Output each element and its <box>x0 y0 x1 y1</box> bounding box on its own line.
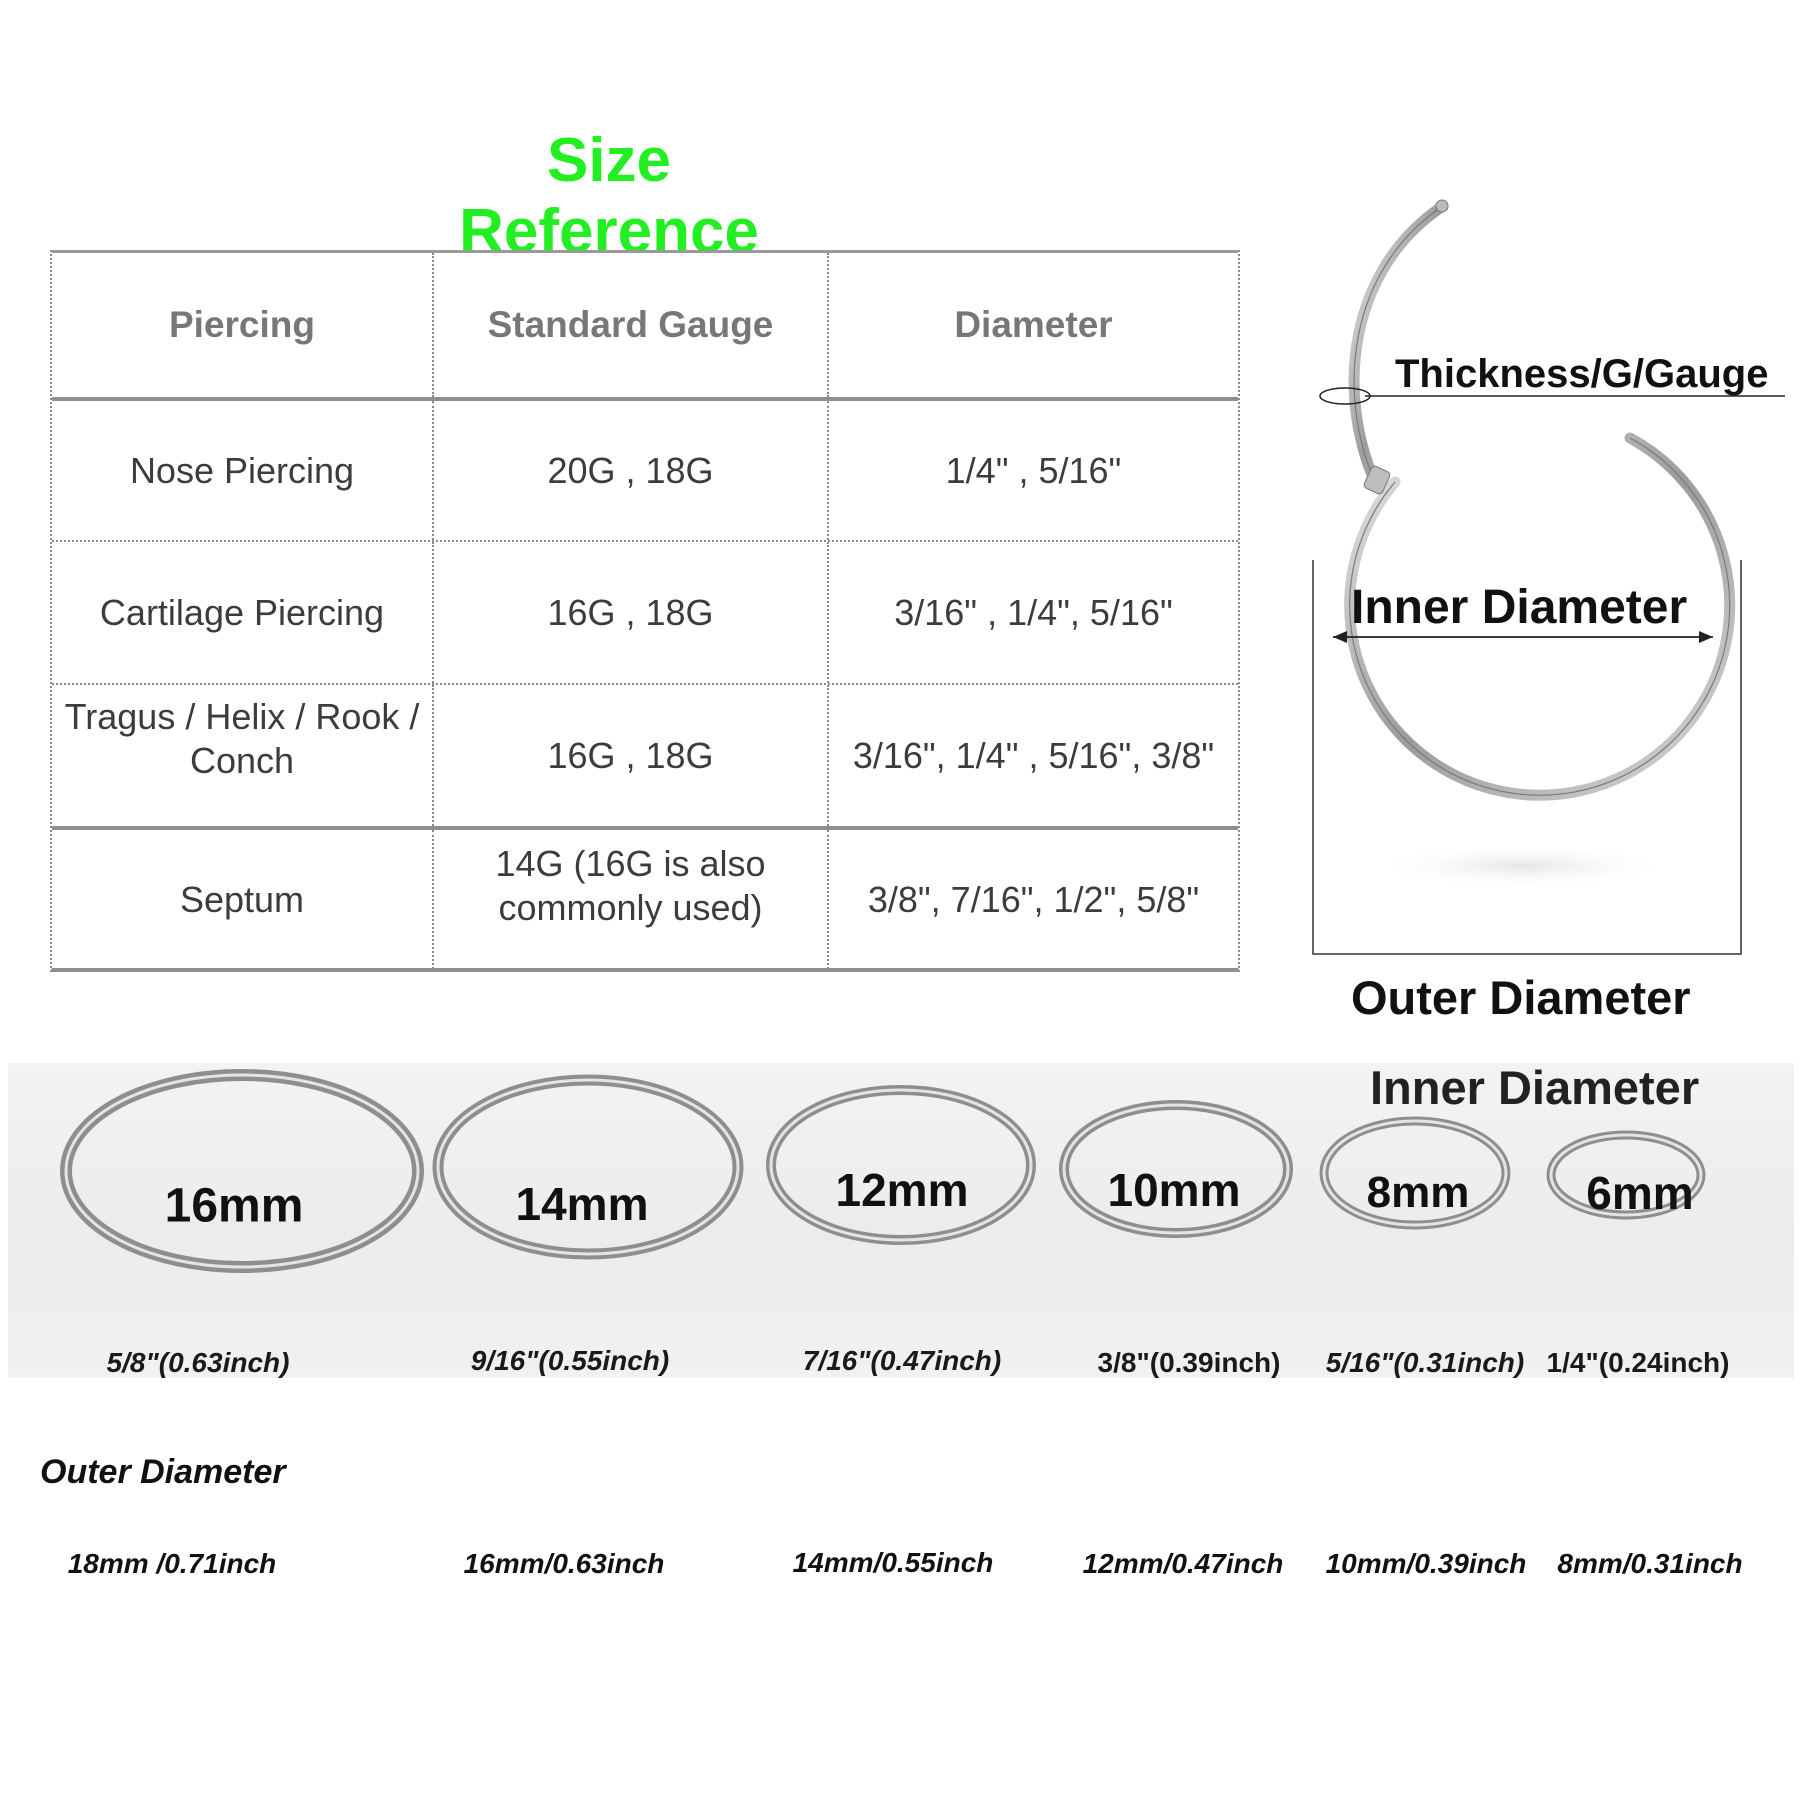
thickness-label: Thickness/G/Gauge <box>1395 352 1769 396</box>
cell-diameter: 1/4" , 5/16" <box>827 401 1238 540</box>
outer-diameter-value: 10mm/0.39inch <box>1325 1548 1527 1579</box>
cell-piercing: Nose Piercing <box>129 449 355 491</box>
header-gauge: Standard Gauge <box>432 253 827 397</box>
header-diameter: Diameter <box>827 253 1238 397</box>
cell-gauge: 20G , 18G <box>432 401 827 540</box>
outer-diameter-title: Outer Diameter <box>40 1453 286 1491</box>
outer-diameter-value: 14mm/0.55inch <box>792 1547 994 1578</box>
strip-inner-diameter-title: Inner Diameter <box>1370 1061 1700 1114</box>
outer-diameter-value: 8mm/0.31inch <box>1557 1548 1743 1579</box>
page-title: Size Reference <box>459 126 759 266</box>
outer-diameter-value: 18mm /0.71inch <box>67 1548 277 1579</box>
cell-diameter: 3/16" , 1/4", 5/16" <box>827 542 1238 683</box>
ring-inch-label: 7/16"(0.47inch) <box>802 1345 1002 1376</box>
ring-inch-label: 1/4"(0.24inch) <box>1546 1347 1730 1378</box>
ring-mm-label: 12mm <box>835 1164 969 1216</box>
table-row <box>52 683 1238 826</box>
ring-inch-label: 3/8"(0.39inch) <box>1097 1347 1281 1378</box>
ring-mm-label: 10mm <box>1107 1164 1241 1216</box>
header-piercing: Piercing <box>169 304 315 346</box>
ring-inch-label: 5/8"(0.63inch) <box>106 1347 290 1378</box>
cell-gauge: 14G (16G is also commonly used) <box>432 830 827 969</box>
ring-mm-label: 6mm <box>1586 1167 1694 1219</box>
ring-16mm <box>66 1075 418 1267</box>
size-table <box>50 250 1240 972</box>
table-row <box>52 397 1238 540</box>
ring-inch-label: 9/16"(0.55inch) <box>470 1345 670 1376</box>
table-row <box>52 540 1238 683</box>
table-row <box>52 826 1238 969</box>
table-header-row <box>52 253 1238 397</box>
outer-diameter-label: Outer Diameter <box>1351 971 1691 1024</box>
outer-diameter-value: 12mm/0.47inch <box>1082 1548 1284 1579</box>
ring-mm-label: 16mm <box>164 1179 304 1233</box>
ring-mm-label: 14mm <box>515 1178 649 1230</box>
outer-diameter-value: 16mm/0.63inch <box>463 1548 665 1579</box>
cell-piercing: Cartilage Piercing <box>99 591 385 633</box>
ring-mm-label: 8mm <box>1366 1168 1470 1217</box>
inner-diameter-label: Inner Diameter <box>1351 581 1688 634</box>
cell-diameter: 3/8", 7/16", 1/2", 5/8" <box>827 830 1238 969</box>
ring-inch-label: 5/16"(0.31inch) <box>1325 1347 1525 1378</box>
ring-diagram <box>1295 190 1800 1030</box>
cell-gauge: 16G , 18G <box>432 542 827 683</box>
thickness-marker <box>1320 388 1370 404</box>
cell-gauge: 16G , 18G <box>432 685 827 826</box>
cell-diameter: 3/16", 1/4" , 5/16", 3/8" <box>827 685 1238 826</box>
ring-reflection <box>1373 844 1673 888</box>
cell-piercing: Septum <box>179 878 305 920</box>
cell-piercing: Tragus / Helix / Rook / Conch <box>64 696 420 781</box>
